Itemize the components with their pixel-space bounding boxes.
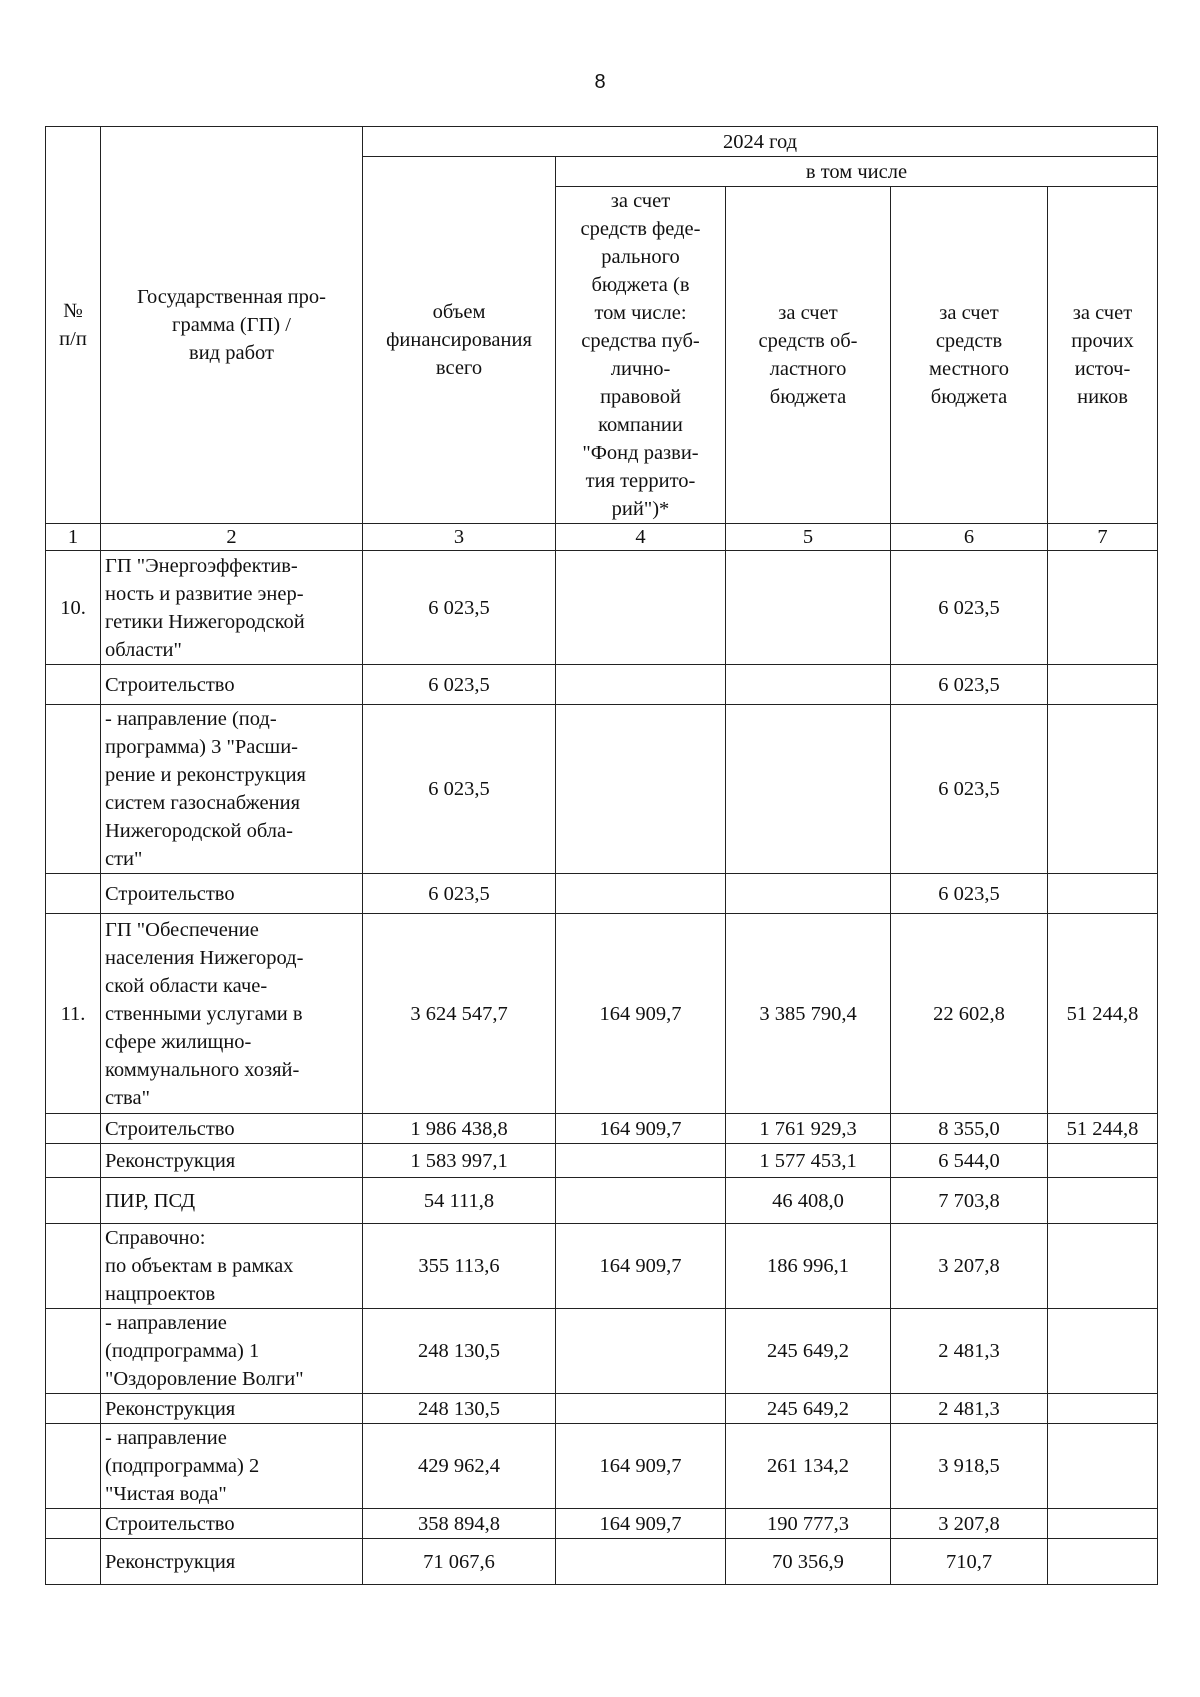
other-sources-value (1048, 551, 1158, 665)
column-number: 3 (363, 524, 556, 551)
regional-budget-value (726, 665, 891, 705)
local-budget-value: 6 023,5 (891, 874, 1048, 914)
total-funding-value: 54 111,8 (363, 1178, 556, 1224)
local-budget-value: 710,7 (891, 1539, 1048, 1585)
federal-budget-value: 164 909,7 (556, 1224, 726, 1309)
regional-budget-value: 245 649,2 (726, 1309, 891, 1394)
row-name: Строительство (101, 1509, 363, 1539)
other-sources-value: 51 244,8 (1048, 1114, 1158, 1144)
regional-budget-value: 245 649,2 (726, 1394, 891, 1424)
other-sources-value (1048, 1394, 1158, 1424)
federal-budget-value (556, 1394, 726, 1424)
table-row (46, 1144, 1158, 1178)
federal-budget-value (556, 665, 726, 705)
total-funding-value: 6 023,5 (363, 705, 556, 874)
federal-budget-value: 164 909,7 (556, 1114, 726, 1144)
local-budget-value: 22 602,8 (891, 914, 1048, 1114)
regional-budget-value: 261 134,2 (726, 1424, 891, 1509)
table-row (46, 1224, 1158, 1309)
other-sources-value: 51 244,8 (1048, 914, 1158, 1114)
federal-budget-value: 164 909,7 (556, 1424, 726, 1509)
regional-budget-value (726, 705, 891, 874)
header-including: в том числе (556, 157, 1158, 187)
other-sources-value (1048, 1144, 1158, 1178)
header-total-funding: объем финансирования всего (363, 157, 556, 524)
row-name: - направление (под- программа) 3 "Расши- рение и реконструкция систем газоснабжения Нижегородской обла- сти" (101, 705, 363, 874)
table-row (46, 1424, 1158, 1509)
table-row (46, 1394, 1158, 1424)
column-number: 4 (556, 524, 726, 551)
row-name: Строительство (101, 665, 363, 705)
total-funding-value: 248 130,5 (363, 1394, 556, 1424)
local-budget-value: 3 207,8 (891, 1224, 1048, 1309)
regional-budget-value (726, 551, 891, 665)
other-sources-value (1048, 1224, 1158, 1309)
row-number (46, 705, 101, 874)
regional-budget-value: 70 356,9 (726, 1539, 891, 1585)
other-sources-value (1048, 1309, 1158, 1394)
local-budget-value: 3 207,8 (891, 1509, 1048, 1539)
table-row (46, 1114, 1158, 1144)
row-number (46, 1424, 101, 1509)
row-name: - направление (подпрограмма) 1 "Оздоровление Волги" (101, 1309, 363, 1394)
total-funding-value: 6 023,5 (363, 551, 556, 665)
column-number: 1 (46, 524, 101, 551)
row-name: ПИР, ПСД (101, 1178, 363, 1224)
other-sources-value (1048, 1178, 1158, 1224)
local-budget-value: 7 703,8 (891, 1178, 1048, 1224)
row-name: Реконструкция (101, 1144, 363, 1178)
table-row (46, 1309, 1158, 1394)
federal-budget-value (556, 1309, 726, 1394)
table-row (46, 1539, 1158, 1585)
regional-budget-value: 1 577 453,1 (726, 1144, 891, 1178)
header-regional-budget: за счет средств об- ластного бюджета (726, 187, 891, 524)
total-funding-value: 358 894,8 (363, 1509, 556, 1539)
table-row (46, 665, 1158, 705)
row-name: Реконструкция (101, 1539, 363, 1585)
row-name: ГП "Энергоэффектив- ность и развитие энер- гетики Нижегородской области" (101, 551, 363, 665)
row-number: 11. (46, 914, 101, 1114)
other-sources-value (1048, 1509, 1158, 1539)
column-number: 6 (891, 524, 1048, 551)
row-number (46, 1114, 101, 1144)
row-name: - направление (подпрограмма) 2 "Чистая вода" (101, 1424, 363, 1509)
regional-budget-value (726, 874, 891, 914)
table-body (46, 524, 1158, 1585)
regional-budget-value: 46 408,0 (726, 1178, 891, 1224)
total-funding-value: 1 583 997,1 (363, 1144, 556, 1178)
header-local-budget: за счет средств местного бюджета (891, 187, 1048, 524)
table-row (46, 914, 1158, 1114)
federal-budget-value: 164 909,7 (556, 1509, 726, 1539)
other-sources-value (1048, 705, 1158, 874)
federal-budget-value (556, 551, 726, 665)
total-funding-value: 1 986 438,8 (363, 1114, 556, 1144)
local-budget-value: 2 481,3 (891, 1394, 1048, 1424)
federal-budget-value (556, 1539, 726, 1585)
header-year: 2024 год (363, 127, 1158, 157)
other-sources-value (1048, 1424, 1158, 1509)
total-funding-value: 6 023,5 (363, 665, 556, 705)
local-budget-value: 6 544,0 (891, 1144, 1048, 1178)
row-number (46, 665, 101, 705)
table-row (46, 1509, 1158, 1539)
total-funding-value: 71 067,6 (363, 1539, 556, 1585)
regional-budget-value: 1 761 929,3 (726, 1114, 891, 1144)
header-federal-budget: за счет средств феде- рального бюджета (в том числе: средства пуб- лично- правовой компании "Фонд разви- тия террито- рий")* (556, 187, 726, 524)
row-name: Реконструкция (101, 1394, 363, 1424)
column-number: 2 (101, 524, 363, 551)
local-budget-value: 2 481,3 (891, 1309, 1048, 1394)
header-row-number: № п/п (46, 127, 101, 524)
row-number (46, 1144, 101, 1178)
total-funding-value: 429 962,4 (363, 1424, 556, 1509)
column-number: 7 (1048, 524, 1158, 551)
column-number-row (46, 524, 1158, 551)
column-number: 5 (726, 524, 891, 551)
row-number (46, 1539, 101, 1585)
federal-budget-value (556, 874, 726, 914)
row-number (46, 1224, 101, 1309)
row-name: Справочно: по объектам в рамках нацпроектов (101, 1224, 363, 1309)
federal-budget-value (556, 1178, 726, 1224)
row-name: Строительство (101, 1114, 363, 1144)
local-budget-value: 6 023,5 (891, 665, 1048, 705)
total-funding-value: 3 624 547,7 (363, 914, 556, 1114)
regional-budget-value: 186 996,1 (726, 1224, 891, 1309)
local-budget-value: 6 023,5 (891, 551, 1048, 665)
federal-budget-value: 164 909,7 (556, 914, 726, 1114)
table-row (46, 874, 1158, 914)
row-number (46, 1178, 101, 1224)
row-number (46, 1509, 101, 1539)
regional-budget-value: 3 385 790,4 (726, 914, 891, 1114)
local-budget-value: 3 918,5 (891, 1424, 1048, 1509)
row-name: ГП "Обеспечение населения Нижегород- ской области каче- ственными услугами в сфере жилищно- коммунального хозяй- ства" (101, 914, 363, 1114)
row-name: Строительство (101, 874, 363, 914)
other-sources-value (1048, 1539, 1158, 1585)
total-funding-value: 248 130,5 (363, 1309, 556, 1394)
page-number: 8 (594, 71, 606, 93)
row-number (46, 1309, 101, 1394)
federal-budget-value (556, 1144, 726, 1178)
row-number: 10. (46, 551, 101, 665)
table-row (46, 1178, 1158, 1224)
local-budget-value: 6 023,5 (891, 705, 1048, 874)
local-budget-value: 8 355,0 (891, 1114, 1048, 1144)
table-header (46, 127, 1158, 524)
federal-budget-value (556, 705, 726, 874)
header-program: Государственная про- грамма (ГП) / вид работ (101, 127, 363, 524)
total-funding-value: 355 113,6 (363, 1224, 556, 1309)
other-sources-value (1048, 874, 1158, 914)
row-number (46, 874, 101, 914)
table-row (46, 551, 1158, 665)
header-other-sources: за счет прочих источ- ников (1048, 187, 1158, 524)
other-sources-value (1048, 665, 1158, 705)
total-funding-value: 6 023,5 (363, 874, 556, 914)
budget-table (45, 126, 1158, 1585)
table-row (46, 705, 1158, 874)
regional-budget-value: 190 777,3 (726, 1509, 891, 1539)
row-number (46, 1394, 101, 1424)
